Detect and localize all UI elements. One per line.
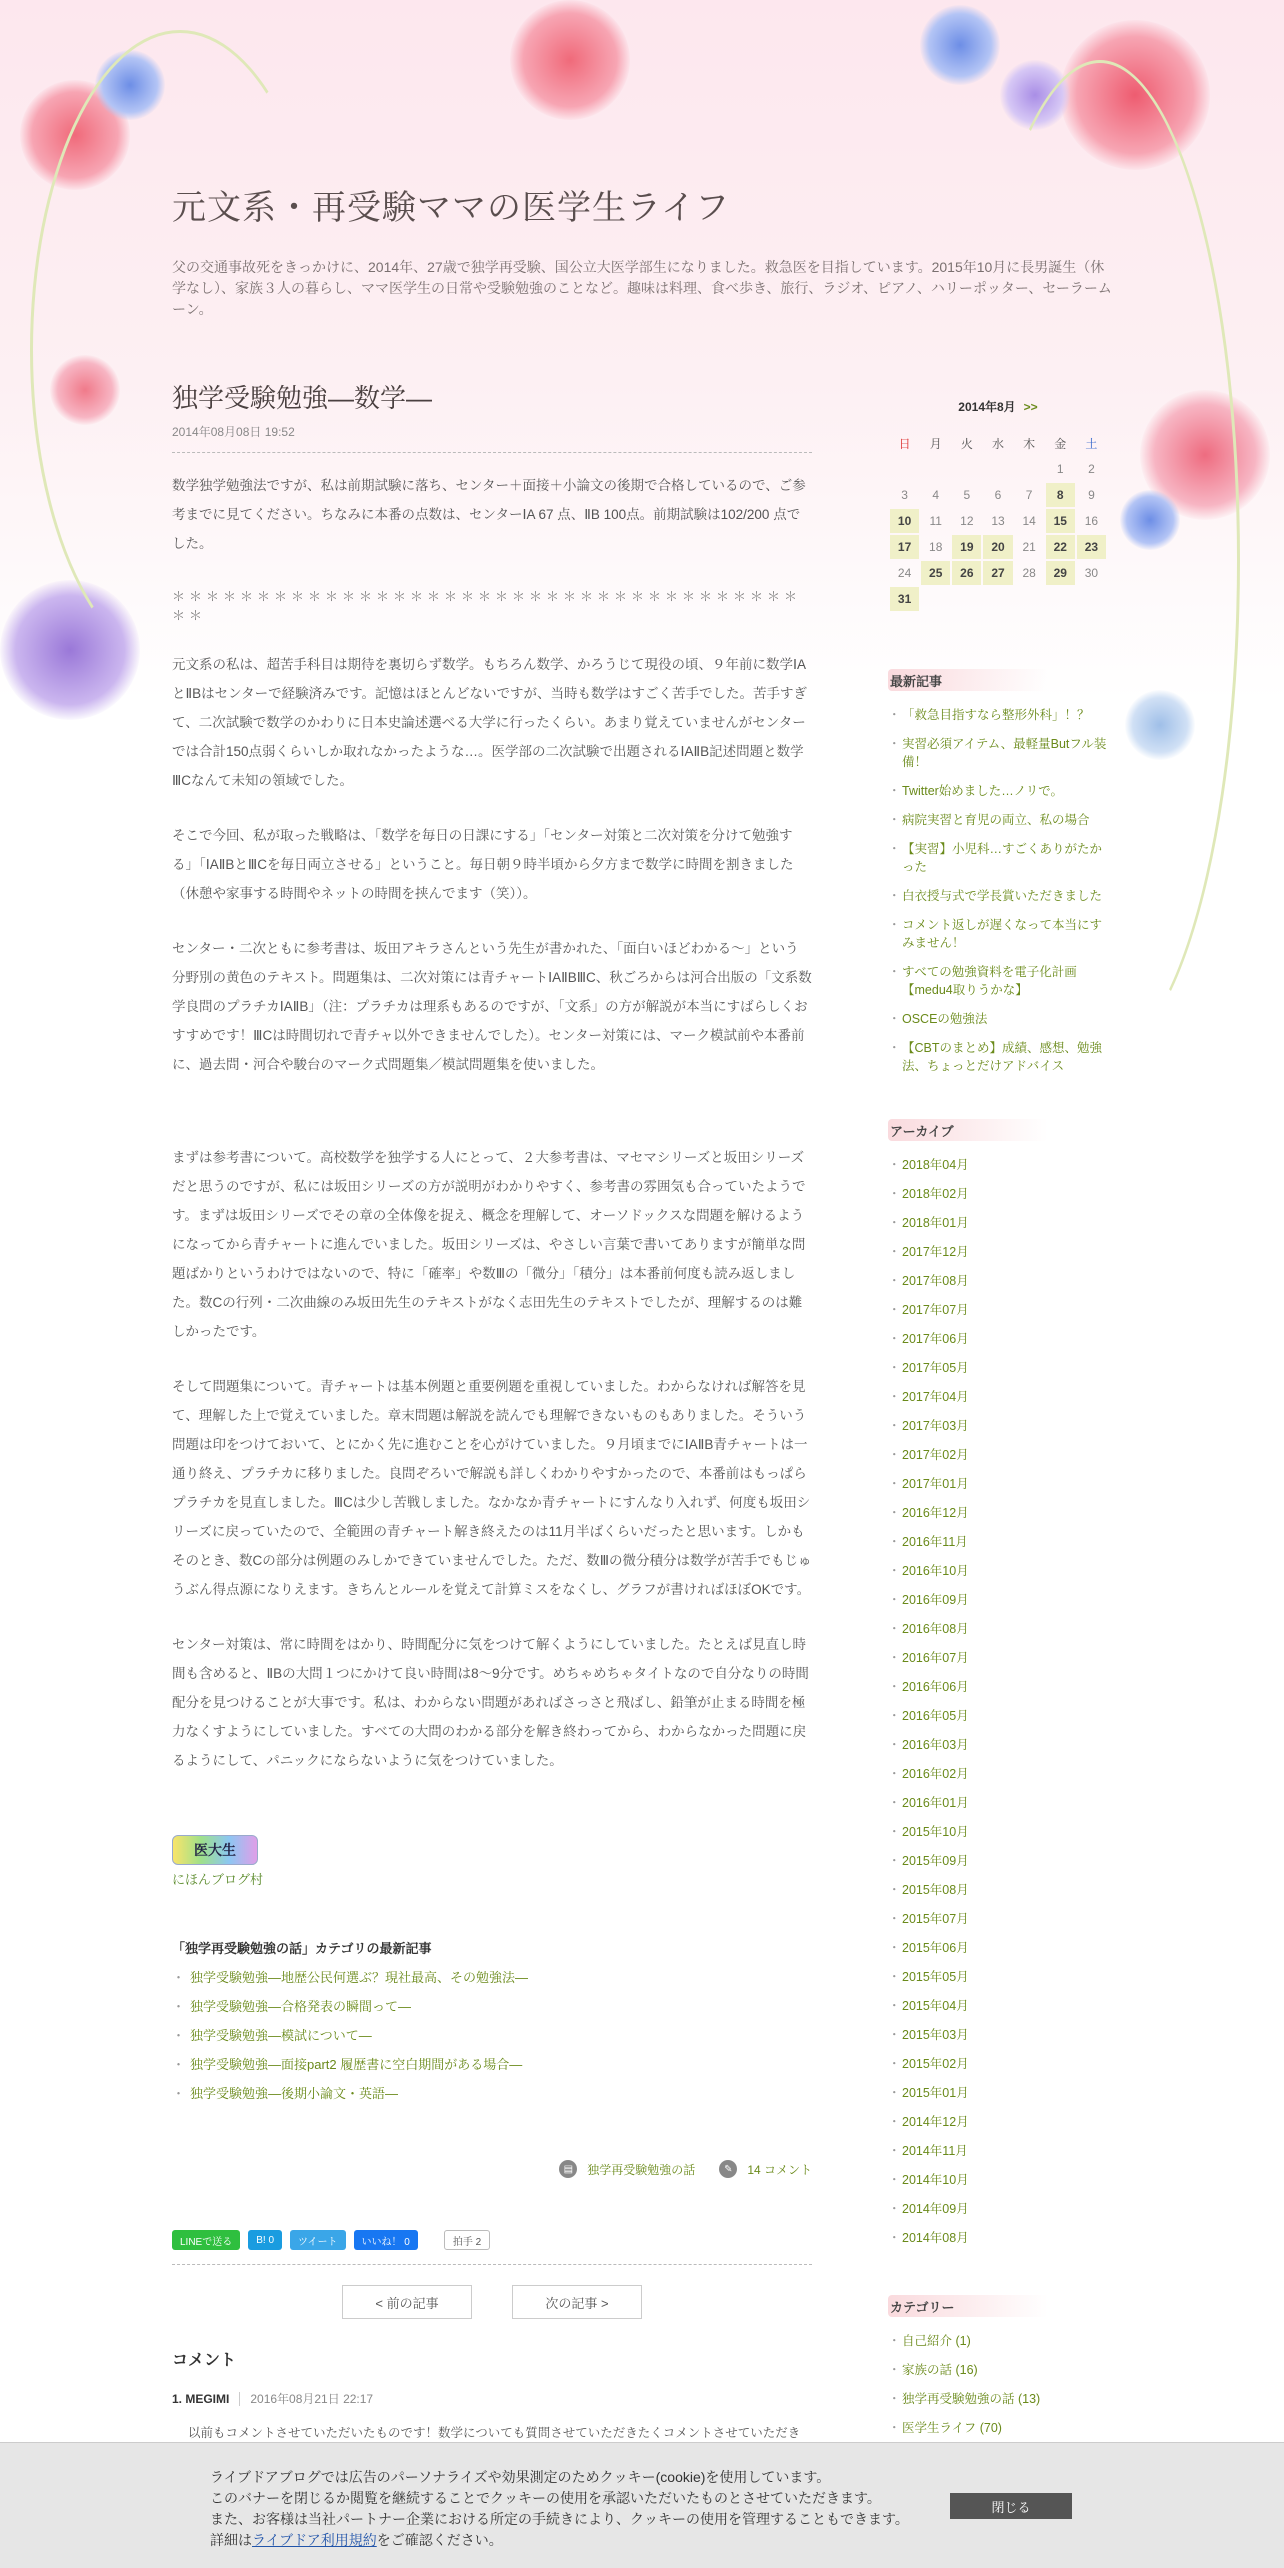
flower-decoration [20, 80, 130, 190]
cookie-line: また、お客様は当社パートナー企業における所定の手続きにより、クッキーの使用を管理することもできます。 [210, 2511, 909, 2527]
archive-link[interactable]: ・ 2014年10月 [888, 2171, 1108, 2189]
calendar-day[interactable]: 15 [1046, 509, 1075, 533]
archive-link[interactable]: ・ 2015年04月 [888, 1997, 1108, 2015]
archive-link[interactable]: ・ 2017年02月 [888, 1446, 1108, 1464]
archive-list [888, 1156, 1108, 2247]
separator-stars: ＊＊＊＊＊＊＊＊＊＊＊＊＊＊＊＊＊＊＊＊＊＊＊＊＊＊＊＊＊＊＊＊＊＊＊＊＊＊＊ [172, 589, 802, 623]
blog-title[interactable]: 元文系・再受験ママの医学生ライフ [172, 189, 730, 227]
archive-link[interactable]: ・ 2017年04月 [888, 1388, 1108, 1406]
recent-post-link[interactable]: ・ コメント返しが遅くなって本当にすみません！ [888, 916, 1108, 952]
calendar-day: 2 [1088, 462, 1095, 476]
article-paragraph: そして問題集について。青チャートは基本例題と重要例題を重視していました。わからなければ解答を見て、理解した上で覚えていました。章末問題は解説を読んでも理解できないものもありました。そういう問題は印をつけておいて、とにかく先に進むことを心がけていました。９月頃までにⅠAⅡB青チャートは一通り終え、プラチカに移りました。良問ぞろいで解説も詳しくわかりやすかったので、本番前はもっぱらプラチカを見直しました。ⅢCは少し苦戦しました。なかなか青チャートにすんなり入れず、何度も坂田シリーズに戻っていたので、全範囲の青チャート解き終えたのは11月半ばくらいだったと思います。しかもそのとき、数Cの部分は例題のみしかできていませんでした。ただ、数Ⅲの微分積分は数学が苦手でもじゅうぶん得点源になりえます。きちんとルールを覚えて計算ミスをなくし、グラフが書ければほぼOKです。 [172, 1379, 812, 1597]
hatena-bookmark-button[interactable]: B! 0 [248, 2230, 282, 2250]
calendar-empty [952, 587, 981, 611]
ranking-banner[interactable]: 医大生 [172, 1835, 258, 1865]
calendar-day: 16 [1084, 514, 1099, 528]
calendar-header [888, 398, 1108, 415]
calendar-weekday: 金 [1054, 436, 1067, 451]
calendar-empty [1015, 457, 1044, 481]
article-paragraph: そこで今回、私が取った戦略は、「数学を毎日の日課にする」「センター対策と二次対策を分けて勉強する」「ⅠAⅡBとⅢCを毎日両立させる」ということ。毎日朝９時半頃から夕方まで数学に時間を割きました（休憩や家事する時間やネットの時間を挟んでます（笑））。 [172, 828, 794, 901]
archive-link[interactable]: ・ 2014年11月 [888, 2142, 1108, 2160]
calendar-title: 2014年8月 [958, 400, 1016, 414]
calendar-weekday: 日 [898, 436, 911, 451]
category-link[interactable]: ・ 独学再受験勉強の話 (13) [888, 2390, 1108, 2408]
archive-link[interactable]: ・ 2017年01月 [888, 1475, 1108, 1493]
clap-button[interactable]: 拍手 2 [444, 2230, 490, 2250]
calendar-day: 13 [991, 514, 1005, 528]
calendar-day[interactable]: 26 [952, 561, 981, 585]
calendar-day: 9 [1088, 488, 1095, 502]
recent-post-link[interactable]: ・ 【CBTのまとめ】成績、感想、勉強法、ちょっとだけアドバイス [888, 1039, 1108, 1075]
recent-post-link[interactable]: ・ OSCEの勉強法 [888, 1010, 1108, 1028]
archive-link[interactable]: ・ 2017年03月 [888, 1417, 1108, 1435]
flower-decoration [920, 5, 1000, 85]
banner-caption[interactable]: にほんブログ村 [172, 1872, 264, 1887]
archive-link[interactable]: ・ 2016年11月 [888, 1533, 1108, 1551]
comments-link[interactable]: 14 コメント [747, 2162, 812, 2177]
archive-link[interactable]: ・ 2015年03月 [888, 2026, 1108, 2044]
calendar-empty [952, 457, 981, 481]
calendar-day: 12 [960, 514, 974, 528]
calendar-day[interactable]: 27 [983, 561, 1012, 585]
blog-village-banner[interactable] [172, 1835, 812, 1888]
category-link[interactable]: ・ 自己紹介 (1) [888, 2332, 1108, 2350]
comment-icon: ✎ [719, 2160, 737, 2178]
comment-body: 以前もコメントさせていただいたものです！数学についても質問させていただきたくコメントさせていただき [188, 2426, 801, 2440]
cookie-line: このバナーを閉じるか閲覧を継続することでクッキーの使用を承認いただいたものとさせていただきます。 [210, 2490, 881, 2506]
calendar-empty [1015, 587, 1044, 611]
calendar-empty [1077, 587, 1106, 611]
flower-decoration [1120, 490, 1180, 550]
archive-link[interactable]: ・ 2015年01月 [888, 2084, 1108, 2102]
flower-decoration [1140, 390, 1270, 520]
archive-link[interactable]: ・ 2017年06月 [888, 1330, 1108, 1348]
calendar-day: 5 [963, 488, 971, 502]
archive-link[interactable]: ・ 2016年03月 [888, 1736, 1108, 1754]
article-paragraph: まずは参考書について。高校数学を独学する人にとって、２大参考書は、マセマシリーズと坂田シリーズだと思うのですが、私には坂田シリーズの方が説明がわかりやすく、参考書の雰囲気も合っていたようです。まずは坂田シリーズでその章の全体像を捉え、概念を理解して、オーソドックスな問題を解けるようになってから青チャートに進んでいました。坂田シリーズは、やさしい言葉で書いてありますが簡単な問題ばかりというわけではないので、特に「確率」や数Ⅲの「微分」「積分」は本番前何度も読み返しました。数Cの行列・二次曲線のみ坂田先生のテキストがなく志田先生のテキストでしたが、理解するのは難しかったです。 [172, 1150, 806, 1339]
comments-title: コメント [172, 2352, 237, 2369]
related-link[interactable]: ・ 独学受験勉強―合格発表の瞬間って― [172, 1996, 812, 2015]
archive-link[interactable]: ・ 2016年12月 [888, 1504, 1108, 1522]
cookie-line-post: をご確認ください。 [376, 2532, 503, 2548]
archive-link[interactable]: ・ 2015年05月 [888, 1968, 1108, 1986]
calendar-day[interactable]: 31 [890, 587, 919, 611]
category-link[interactable]: ・ 医学生ライフ (70) [888, 2419, 1108, 2437]
article-paragraph: センター・二次ともに参考書は、坂田アキラさんという先生が書かれた、「面白いほどわかる～」という分野別の黄色のテキスト。問題集は、二次対策には青チャートⅠAⅡBⅢC、秋ごろからは河合出版の「文系数学良問のプラチカⅠAⅡB」（注：プラチカは理系もあるのですが、「文系」の方が解説が本当にすばらしくおすすめです！ⅢCは時間切れで青チャ以外できませんでした）。センター対策には、マーク模試前や本番前に、過去問・河合や駿台のマーク式問題集／模試問題集を使いました。 [172, 941, 812, 1072]
calendar-day[interactable]: 23 [1077, 535, 1106, 559]
archive-link[interactable]: ・ 2017年08月 [888, 1272, 1108, 1290]
related-link[interactable]: ・ 独学受験勉強―後期小論文・英語― [172, 2083, 812, 2102]
folder-icon: ▤ [559, 2160, 577, 2178]
post-meta [172, 2160, 812, 2178]
cookie-text [210, 2467, 909, 2551]
blog-header [172, 180, 1112, 320]
calendar-day[interactable]: 20 [983, 535, 1012, 559]
terms-link[interactable]: ライブドア利用規約 [252, 2532, 377, 2548]
comment-date: 2016年08月21日 22:17 [239, 2392, 373, 2406]
cookie-close-button[interactable]: 閉じる [950, 2493, 1072, 2519]
archive-link[interactable]: ・ 2018年01月 [888, 1214, 1108, 1232]
calendar-empty [1046, 587, 1075, 611]
sidebar [888, 398, 1108, 2448]
recent-post-link[interactable]: ・ 病院実習と育児の両立、私の場合 [888, 811, 1108, 829]
calendar-table [888, 429, 1108, 613]
archive-link[interactable]: ・ 2016年09月 [888, 1591, 1108, 1609]
article-date: 2014年08月08日 19:52 [172, 423, 812, 453]
calendar-weekday: 月 [929, 436, 942, 451]
calendar-empty [890, 457, 919, 481]
calendar-day[interactable]: 19 [952, 535, 981, 559]
facebook-like-button[interactable]: いいね！ 0 [354, 2230, 418, 2250]
recent-post-link[interactable]: ・ 【実習】小児科…すごくありがたかった [888, 840, 1108, 876]
cookie-line-pre: 詳細は [210, 2532, 252, 2548]
line-share-button[interactable]: LINEで送る [172, 2230, 240, 2250]
flower-decoration [1000, 60, 1070, 130]
archive-link[interactable]: ・ 2017年07月 [888, 1301, 1108, 1319]
recent-posts-title: 最新記事 [888, 667, 1108, 694]
calendar-day: 4 [932, 488, 940, 502]
recent-posts-list [888, 706, 1108, 1075]
calendar-empty [983, 587, 1012, 611]
recent-post-link[interactable]: ・ Twitter始めました…ノリで。 [888, 782, 1108, 800]
calendar-day: 24 [897, 566, 912, 580]
recent-post-link[interactable]: ・ 白衣授与式で学長賞いただきました [888, 887, 1108, 905]
calendar-day: 21 [1022, 540, 1036, 554]
archive-link[interactable]: ・ 2014年08月 [888, 2229, 1108, 2247]
related-link[interactable]: ・ 独学受験勉強―地歴公民何選ぶ？現社最高、その勉強法― [172, 1967, 812, 1986]
archive-link[interactable]: ・ 2016年02月 [888, 1765, 1108, 1783]
calendar-weekday: 火 [960, 436, 973, 451]
calendar-day: 6 [994, 488, 1002, 502]
archive-link[interactable]: ・ 2015年07月 [888, 1910, 1108, 1928]
archive-link[interactable]: ・ 2015年02月 [888, 2055, 1108, 2073]
calendar-day: 28 [1022, 566, 1036, 580]
calendar-day: 18 [929, 540, 943, 554]
calendar-day[interactable]: 10 [890, 509, 919, 533]
calendar-day: 3 [901, 488, 908, 502]
calendar-day[interactable]: 8 [1046, 483, 1075, 507]
archive-link[interactable]: ・ 2015年06月 [888, 1939, 1108, 1957]
archive-link[interactable]: ・ 2017年12月 [888, 1243, 1108, 1261]
cookie-consent-bar [0, 2442, 1284, 2568]
calendar-day: 14 [1022, 514, 1036, 528]
related-link[interactable]: ・ 独学受験勉強―面接part2 履歴書に空白期間がある場合― [172, 2054, 812, 2073]
recent-post-link[interactable]: ・ すべての勉強資料を電子化計画【medu4取りうかな】 [888, 963, 1108, 999]
archive-link[interactable]: ・ 2015年10月 [888, 1823, 1108, 1841]
calendar-next-link[interactable]: >> [1023, 400, 1038, 414]
calendar-weekday: 土 [1085, 436, 1098, 451]
article-column [172, 378, 812, 2459]
comment-author: 1. MEGIMI [172, 2392, 230, 2406]
cookie-line: ライブドアブログでは広告のパーソナライズや効果測定のためクッキー(cookie)を使用しています。 [210, 2469, 831, 2485]
calendar-day[interactable]: 17 [890, 535, 919, 559]
category-link[interactable]: 独学再受験勉強の話 [587, 2162, 696, 2177]
calendar-weekday: 木 [1023, 436, 1036, 451]
archive-link[interactable]: ・ 2016年10月 [888, 1562, 1108, 1580]
archive-title: アーカイブ [888, 1117, 1108, 1144]
archive-link[interactable]: ・ 2018年04月 [888, 1156, 1108, 1174]
calendar-day[interactable]: 25 [921, 561, 950, 585]
flower-decoration [0, 580, 140, 720]
calendar-day: 11 [929, 514, 942, 528]
butterfly-decoration [1125, 690, 1195, 760]
calendar-day[interactable]: 22 [1046, 535, 1075, 559]
archive-link[interactable]: ・ 2014年12月 [888, 2113, 1108, 2131]
category-list [888, 2332, 1108, 2437]
flower-decoration [1060, 20, 1210, 170]
archive-link[interactable]: ・ 2016年08月 [888, 1620, 1108, 1638]
blog-description: 父の交通事故死をきっかけに、2014年、27歳で独学再受験、国公立大医学部生になりました。救急医を目指しています。2015年10月に長男誕生（休学なし）、家族３人の暮らし、ママ医学生の日常や受験勉強のことなど。趣味は料理、食べ歩き、旅行、ラジオ、ピアノ、ハリーポッター、セーラームーン。 [172, 259, 1112, 317]
article-paragraph: センター対策は、常に時間をはかり、時間配分に気をつけて解くようにしていました。たとえば見直し時間も含めると、ⅡBの大問１つにかけて良い時間は8～9分です。めちゃめちゃタイトなので自分なりの時間配分を見つけることが大事です。私は、わからない問題があればさっさと飛ばし、鉛筆が止まる時間を極力なくすようにしていました。すべての大問のわかる部分を解き終わってから、わからなかった問題に戻るようにして、パニックにならないように気をつけていました。 [172, 1637, 809, 1768]
calendar-day: 7 [1025, 488, 1033, 502]
next-article-button[interactable]: 次の記事 > [512, 2285, 642, 2319]
share-buttons [172, 2230, 812, 2265]
prev-article-button[interactable]: < 前の記事 [342, 2285, 472, 2319]
article-paragraph: 数学独学勉強法ですが、私は前期試験に落ち、センター＋面接＋小論文の後期で合格しているので、ご参考までに見てください。ちなみに本番の点数は、センターⅠA 67 点、ⅡB 100点。前期試験は102/200 点でした。 [172, 478, 806, 551]
archive-link[interactable]: ・ 2016年06月 [888, 1678, 1108, 1696]
archive-link[interactable]: ・ 2017年05月 [888, 1359, 1108, 1377]
related-articles [172, 1938, 812, 2102]
related-title: 「独学再受験勉強の話」カテゴリの最新記事 [172, 1941, 432, 1956]
calendar-empty [921, 457, 950, 481]
archive-link[interactable]: ・ 2018年02月 [888, 1185, 1108, 1203]
tweet-button[interactable]: ツイート [290, 2230, 346, 2250]
archive-link[interactable]: ・ 2016年07月 [888, 1649, 1108, 1667]
archive-link[interactable]: ・ 2015年09月 [888, 1852, 1108, 1870]
archive-link[interactable]: ・ 2016年01月 [888, 1794, 1108, 1812]
flower-decoration [95, 50, 165, 120]
calendar-day: 1 [1056, 462, 1064, 476]
article-paragraph: 元文系の私は、超苦手科目は期待を裏切らず数学。もちろん数学、かろうじて現役の頃、９年前に数学ⅠAとⅡBはセンターで経験済みです。記憶はほとんどないですが、当時も数学はすごく苦手でした。苦手すぎて、二次試験で数学のかわりに日本史論述選べる大学に行ったくらい。あまり覚えていませんがセンターでは合計150点弱くらいしか取れなかったような…。医学部の二次試験で出題されるⅠAⅡB記述問題と数学ⅢCなんて未知の領域でした。 [172, 657, 808, 788]
calendar-day[interactable]: 29 [1046, 561, 1075, 585]
article-title[interactable]: 独学受験勉強―数学― [172, 383, 433, 413]
related-link[interactable]: ・ 独学受験勉強―模試について― [172, 2025, 812, 2044]
article-pager [172, 2285, 812, 2319]
calendar-empty [921, 587, 950, 611]
archive-link[interactable]: ・ 2014年09月 [888, 2200, 1108, 2218]
recent-post-link[interactable]: ・ 実習必須アイテム、最軽量Butフル装備！ [888, 735, 1108, 771]
flower-decoration [510, 0, 630, 120]
archive-link[interactable]: ・ 2016年05月 [888, 1707, 1108, 1725]
recent-post-link[interactable]: ・ 「救急目指すなら整形外科」！？ [888, 706, 1108, 724]
cookie-line [210, 2530, 909, 2551]
calendar-day: 30 [1084, 566, 1099, 580]
flower-decoration [50, 355, 120, 425]
calendar-empty [983, 457, 1012, 481]
calendar-weekday: 水 [991, 436, 1004, 451]
archive-link[interactable]: ・ 2015年08月 [888, 1881, 1108, 1899]
category-link[interactable]: ・ 家族の話 (16) [888, 2361, 1108, 2379]
category-title: カテゴリー [888, 2293, 1108, 2320]
